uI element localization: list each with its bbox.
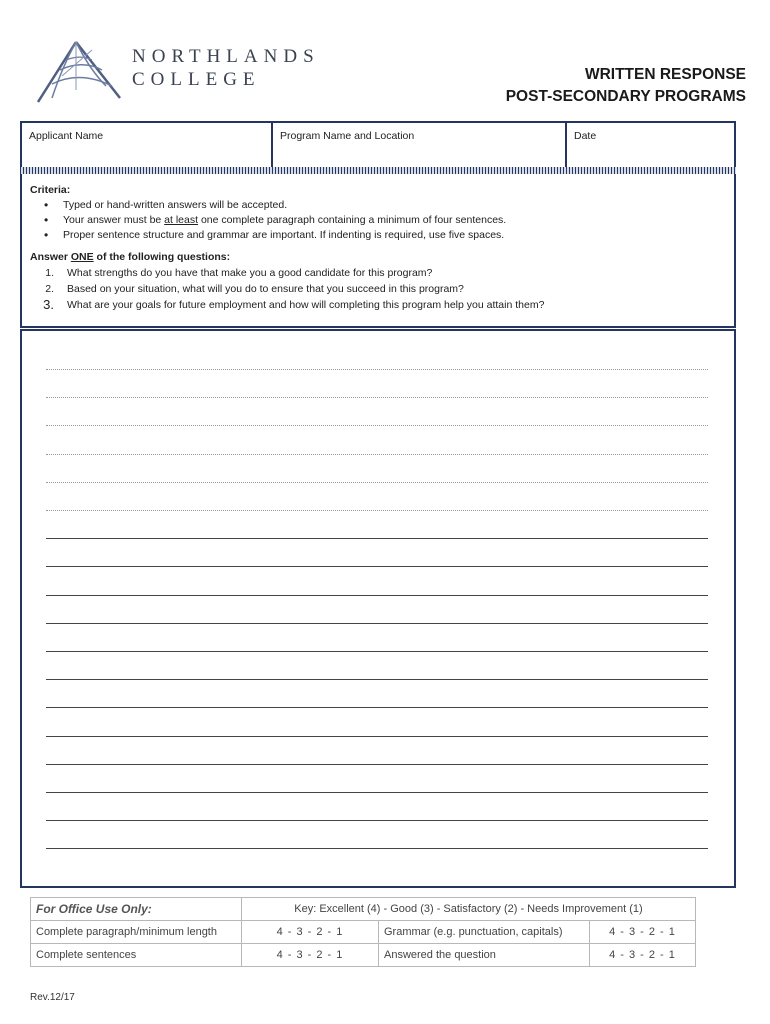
writing-line	[46, 538, 708, 539]
applicant-name-label: Applicant Name	[29, 130, 104, 142]
writing-line	[46, 707, 708, 708]
writing-line	[46, 425, 708, 426]
document-title	[506, 64, 746, 108]
question-item: 3. What are your goals for future employment and how will completing this program help you attain them?	[43, 297, 545, 312]
criterion-label: Complete sentences	[31, 944, 242, 967]
criterion-label: Answered the question	[379, 944, 590, 967]
question-item: 1. What strengths do you have that make you a good candidate for this program?	[45, 267, 433, 279]
writing-line	[46, 848, 708, 849]
writing-line	[46, 736, 708, 737]
criterion-label: Complete paragraph/minimum length	[31, 921, 242, 944]
title-line2: POST-SECONDARY PROGRAMS	[505, 88, 746, 105]
writing-line	[46, 679, 708, 680]
criterion-label: Grammar (e.g. punctuation, capitals)	[379, 921, 590, 944]
applicant-info-box	[20, 121, 736, 171]
office-use-table	[30, 897, 696, 967]
answer-heading: Answer ONE of the following questions:	[30, 251, 231, 263]
score-options[interactable]: 4 - 3 - 2 - 1	[242, 921, 379, 944]
criteria-heading: Criteria:	[30, 184, 71, 196]
date-label: Date	[574, 130, 597, 142]
writing-line	[46, 792, 708, 793]
writing-line	[46, 764, 708, 765]
writing-line	[46, 820, 708, 821]
divider-hatch	[20, 167, 736, 174]
criteria-item: • Your answer must be at least one complete paragraph containing a minimum of four sentences.	[44, 213, 506, 228]
instructions-box	[20, 174, 736, 328]
scoring-key: Key: Excellent (4) - Good (3) - Satisfactory (2) - Needs Improvement (1)	[242, 898, 696, 921]
response-writing-area[interactable]	[20, 329, 736, 888]
writing-line	[46, 510, 708, 511]
brand-name-line2: COLLEGE	[132, 69, 261, 90]
writing-line	[46, 623, 708, 624]
college-logo-icon	[36, 40, 122, 104]
writing-line	[46, 595, 708, 596]
criteria-item: • Typed or hand-written answers will be accepted.	[44, 198, 506, 213]
writing-line	[46, 566, 708, 567]
date-field[interactable]	[565, 123, 734, 169]
title-line1: WRITTEN RESPONSE	[584, 66, 746, 83]
brand-name-line1: NORTHLANDS	[132, 46, 320, 67]
criteria-list	[44, 198, 506, 243]
writing-line	[46, 651, 708, 652]
writing-line	[46, 482, 708, 483]
office-score-row	[31, 944, 696, 967]
writing-line	[46, 454, 708, 455]
writing-line	[46, 397, 708, 398]
writing-line	[46, 369, 708, 370]
revision-label: Rev.12/17	[30, 992, 75, 1003]
applicant-name-field[interactable]	[22, 123, 271, 169]
office-use-heading: For Office Use Only:	[31, 898, 242, 921]
question-list	[30, 265, 544, 313]
score-options[interactable]: 4 - 3 - 2 - 1	[590, 944, 696, 967]
program-name-location-field[interactable]	[271, 123, 565, 169]
score-options[interactable]: 4 - 3 - 2 - 1	[242, 944, 379, 967]
question-item: 2. Based on your situation, what will you do to ensure that you succeed in this program?	[45, 283, 464, 295]
office-header-row	[31, 898, 696, 921]
program-name-location-label: Program Name and Location	[280, 130, 415, 142]
score-options[interactable]: 4 - 3 - 2 - 1	[590, 921, 696, 944]
office-score-row	[31, 921, 696, 944]
criteria-item: • Proper sentence structure and grammar are important. If indenting is required, use five spaces.	[44, 228, 506, 243]
